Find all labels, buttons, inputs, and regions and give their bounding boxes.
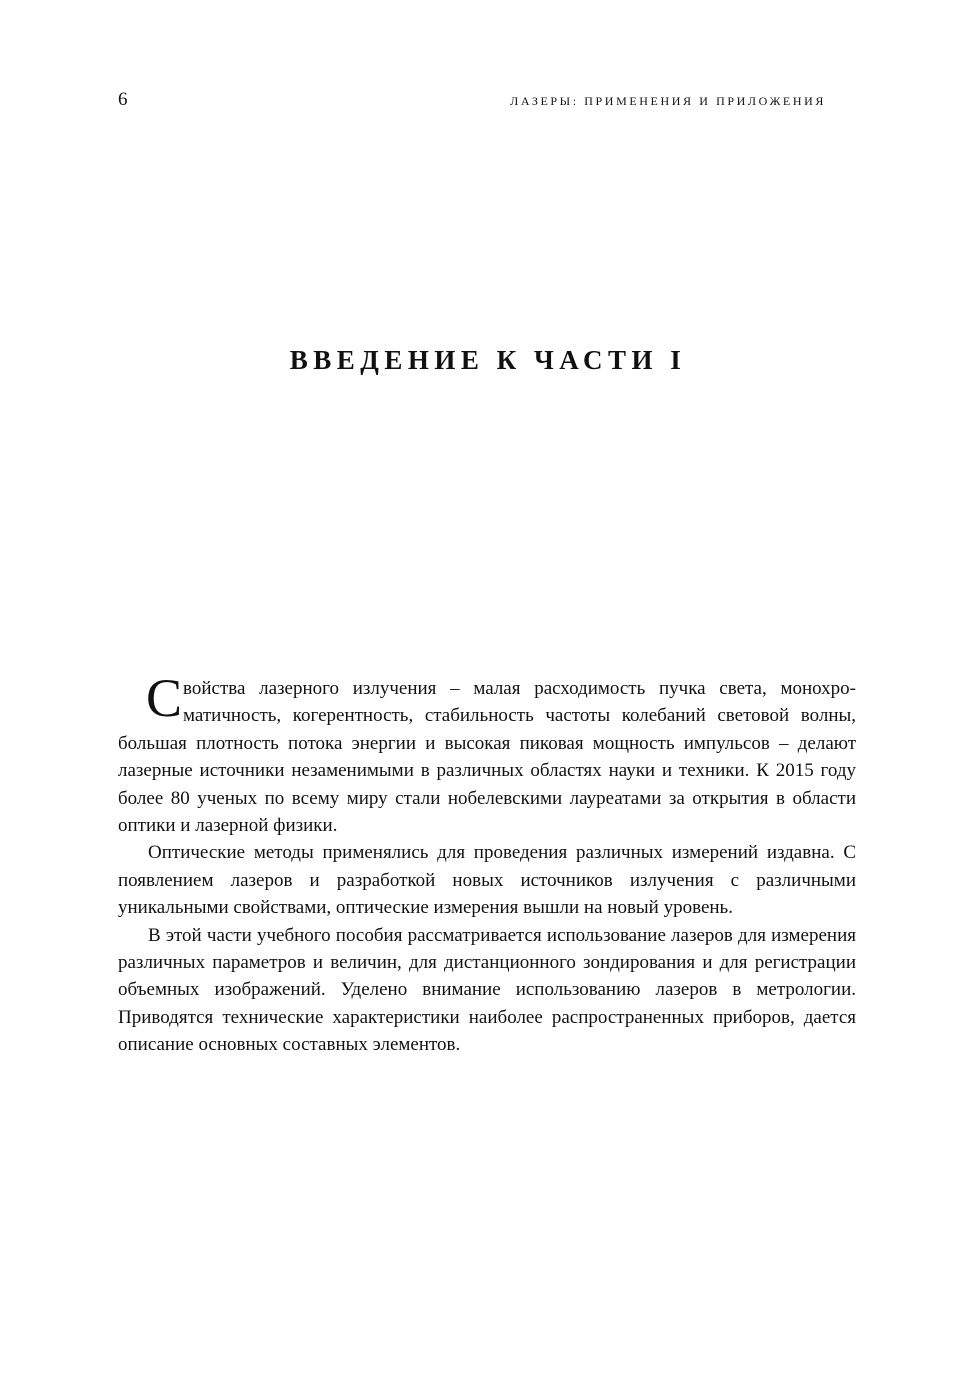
drop-cap: С [146, 668, 183, 728]
chapter-title: ВВЕДЕНИЕ К ЧАСТИ I [289, 345, 687, 375]
page-number: 6 [118, 89, 128, 110]
paragraph-2: Оптические методы применялись для проведения различных измерений издавна. С появлением лазеров и разработкой новых источников излучения с различными уникальными свойствами, оптические измерения вышли на новый уровень. [118, 842, 856, 919]
paragraph-1 [118, 668, 856, 839]
body-text [118, 668, 856, 1059]
running-head: ЛАЗЕРЫ: ПРИМЕНЕНИЯ И ПРИЛОЖЕНИЯ [510, 94, 826, 108]
paragraph-1-text: войства лазерного излучения – малая расходимость пучка света, монохроматичность, когерентность, стабильность частоты колебаний световой волны, большая плотность потока энергии и высокая пиковая мощность импульсов – делают лазерные источники незаменимыми в различных областях науки и техники. К 2015 году более 80 ученых по всему миру стали нобелевскими лауреатами за открытия в области оптики и лазерной физики. [118, 678, 856, 837]
paragraph-3: В этой части учебного пособия рассматривается использование лазеров для измерения различных параметров и величин, для дистанционного зондирования и для регистрации объемных изображений. Уделено внимание использованию лазеров в метрологии. Приводятся технические характеристики наиболее распространенных приборов, дается описание основных составных элементов. [118, 924, 856, 1056]
